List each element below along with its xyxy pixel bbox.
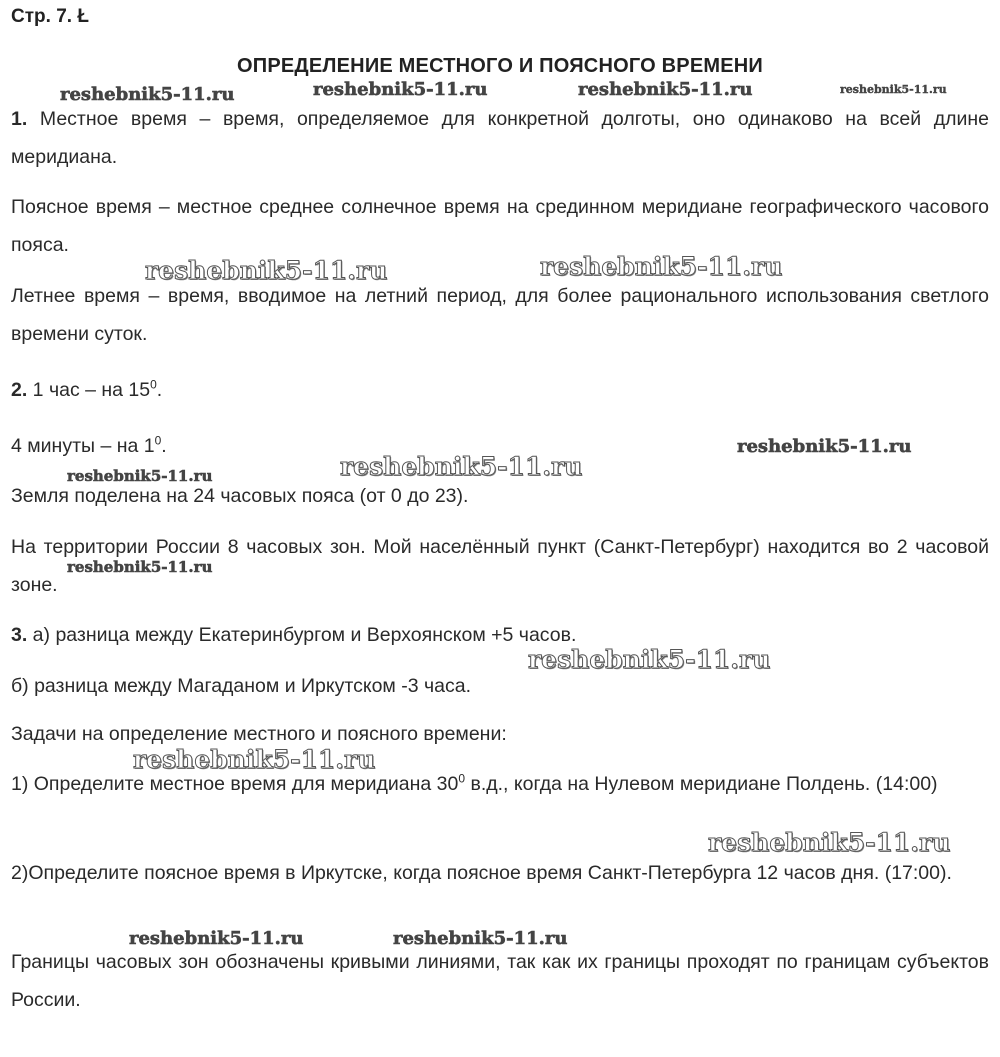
paragraph-task-1 bbox=[11, 765, 989, 803]
watermark: reshebnik5-11.ru bbox=[145, 256, 388, 285]
paragraph-tasks-heading: Задачи на определение местного и поясного времени: bbox=[11, 723, 507, 745]
watermark: reshebnik5-11.ru bbox=[129, 928, 304, 949]
watermark: reshebnik5-11.ru bbox=[737, 436, 912, 457]
paragraph-text: 1 час – на 15 bbox=[27, 379, 151, 401]
paragraph-task3b: б) разница между Магаданом и Иркутском -3 часа. bbox=[11, 675, 472, 697]
paragraph-text: 1) Определите местное время для меридиана 30 bbox=[11, 773, 459, 795]
watermark: reshebnik5-11.ru bbox=[840, 83, 947, 96]
item-number: 3. bbox=[11, 624, 28, 646]
paragraph-text: . bbox=[156, 379, 163, 401]
paragraph-zone-time: Поясное время – местное среднее солнечное время на срединном меридиане географического часового пояса. bbox=[11, 196, 989, 256]
paragraph-local-time bbox=[11, 100, 989, 176]
paragraph-hour-degrees bbox=[11, 371, 989, 409]
paragraph-task-2: 2)Определите поясное время в Иркутске, когда поясное время Санкт-Петербурга 12 часов дня. (17:00). bbox=[11, 862, 952, 884]
page-header: Стр. 7. Ł bbox=[11, 6, 89, 27]
watermark: reshebnik5-11.ru bbox=[393, 928, 568, 949]
watermark: reshebnik5-11.ru bbox=[313, 79, 488, 100]
item-number: 2. bbox=[11, 379, 28, 401]
degree-sup: 0 bbox=[150, 377, 157, 392]
item-number: 1. bbox=[11, 108, 28, 130]
paragraph-text: 4 минуты – на 1 bbox=[11, 435, 155, 457]
paragraph-text: . bbox=[161, 435, 167, 457]
watermark: reshebnik5-11.ru bbox=[133, 745, 376, 774]
watermark: reshebnik5-11.ru bbox=[60, 84, 235, 105]
paragraph-russia-zones: На территории России 8 часовых зон. Мой населённый пункт (Санкт-Петербург) находится во 2 часовой зоне. bbox=[11, 536, 989, 596]
watermark: reshebnik5-11.ru bbox=[67, 558, 213, 576]
watermark: reshebnik5-11.ru bbox=[67, 467, 213, 485]
watermark: reshebnik5-11.ru bbox=[540, 252, 783, 281]
degree-sup: 0 bbox=[154, 433, 162, 448]
watermark: reshebnik5-11.ru bbox=[340, 452, 583, 481]
watermark: reshebnik5-11.ru bbox=[578, 79, 753, 100]
watermark: reshebnik5-11.ru bbox=[708, 828, 951, 857]
paragraph-text: а) разница между Екатеринбургом и Верхоянском +5 часов. bbox=[27, 624, 577, 646]
paragraph-task3a bbox=[11, 616, 989, 654]
degree-sup: 0 bbox=[458, 771, 466, 786]
paragraph-summer-time: Летнее время – время, вводимое на летний период, для более рационального использования светлого времени суток. bbox=[11, 285, 989, 345]
paragraph-minutes-degree bbox=[11, 427, 989, 465]
paragraph-text: в.д., когда на Нулевом меридиане Полдень. (14:00) bbox=[465, 773, 938, 795]
paragraph-text: Местное время – время, определяемое для конкретной долготы, оно одинаково на всей длине меридиана. bbox=[11, 108, 989, 168]
paragraph-borders: Границы часовых зон обозначены кривыми линиями, так как их границы проходят по границам субъектов России. bbox=[11, 951, 989, 1011]
page-title: ОПРЕДЕЛЕНИЕ МЕСТНОГО И ПОЯСНОГО ВРЕМЕНИ bbox=[237, 55, 763, 77]
paragraph-zones-count: Земля поделена на 24 часовых пояса (от 0 до 23). bbox=[11, 485, 469, 507]
watermark: reshebnik5-11.ru bbox=[528, 645, 771, 674]
